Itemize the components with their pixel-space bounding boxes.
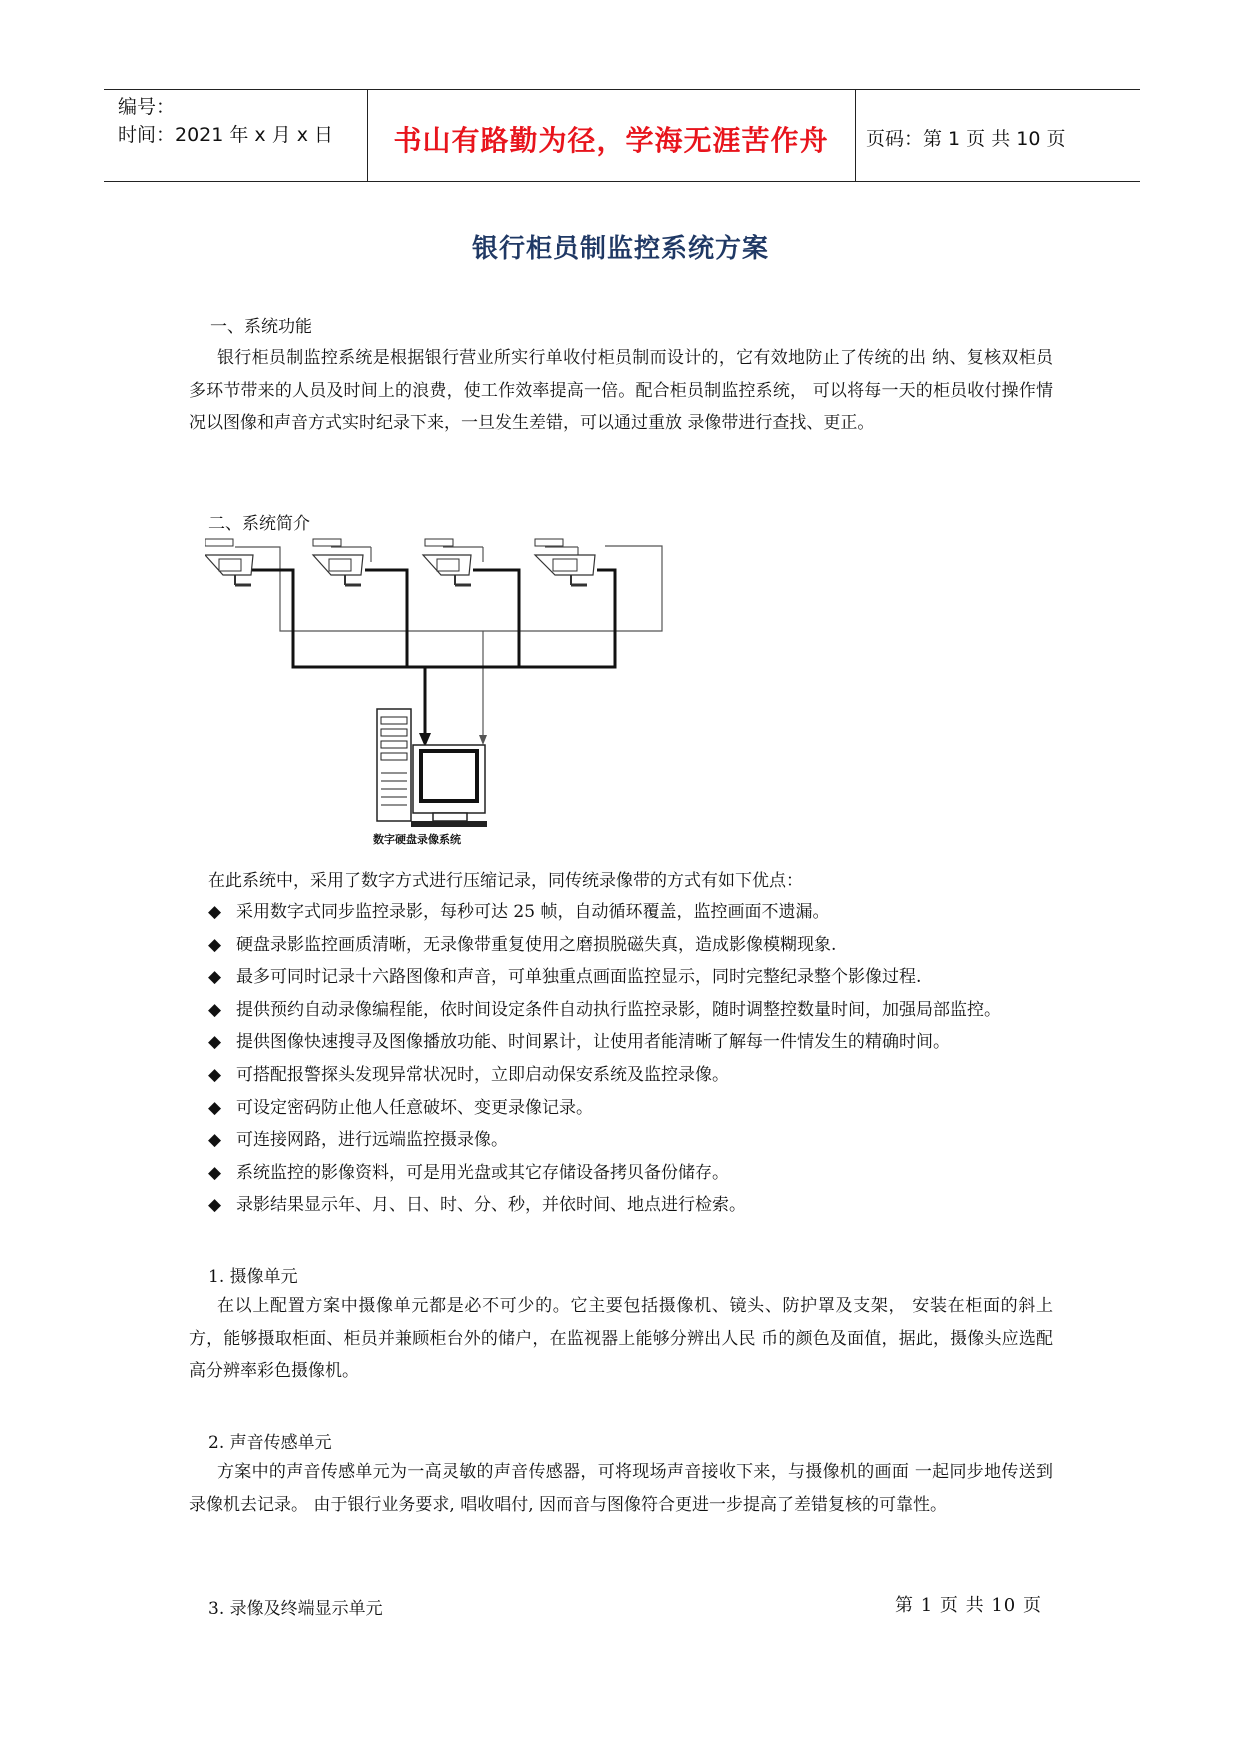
diamond-bullet-icon: ◆ <box>208 1195 222 1216</box>
diamond-bullet-icon: ◆ <box>208 902 222 922</box>
section-1-paragraph: 银行柜员制监控系统是根据银行营业所实行单收付柜员制而设计的，它有效地防止了传统的出 纳、复核双柜员多环节带来的人员及时间上的浪费，使工作效率提高一倍。配合柜员制监控系统， 可以将每一天的柜员收付操作情况以图像和声音方式实时纪录下来，一旦发生差错，可以通过重放 录像带进行查找、更正。 <box>189 348 1053 433</box>
diamond-bullet-icon: ◆ <box>208 1162 222 1183</box>
camera-1 <box>205 539 253 585</box>
list-item <box>208 1189 1001 1222</box>
list-item-text: 可设定密码防止他人任意破坏、变更录像记录。 <box>236 1097 593 1118</box>
section-1-heading: 一、系统功能 <box>210 317 312 337</box>
diamond-bullet-icon: ◆ <box>208 1097 222 1118</box>
list-item-text: 系统监控的影像资料，可是用光盘或其它存储设备拷贝备份储存。 <box>236 1162 729 1183</box>
header-divider-right <box>855 89 856 181</box>
list-item <box>208 994 1001 1027</box>
system-diagram <box>205 537 695 847</box>
camera-4 <box>535 539 595 585</box>
list-item <box>208 929 1001 962</box>
list-item-text: 提供预约自动录像编程能，依时间设定条件自动执行监控录影，随时调整控数量时间，加强局部监控。 <box>236 999 1001 1020</box>
list-item-text: 可连接网路，进行远端监控摄录像。 <box>236 1130 508 1151</box>
diagram-caption: 数字硬盘录像系统 <box>373 833 461 846</box>
list-item <box>208 1059 1001 1092</box>
document-title: 银行柜员制监控系统方案 <box>471 234 769 264</box>
diamond-bullet-icon: ◆ <box>208 934 222 955</box>
unit-1-heading: 1. 摄像单元 <box>208 1267 298 1287</box>
list-item <box>208 1124 1001 1157</box>
list-item <box>208 896 1001 929</box>
list-item-text: 可搭配报警探头发现异常状况时，立即启动保安系统及监控录像。 <box>236 1064 729 1085</box>
list-item-text: 硬盘录影监控画质清晰，无录像带重复使用之磨损脱磁失真，造成影像模糊现象. <box>236 934 837 955</box>
page-footer: 第 1 页 共 10 页 <box>895 1595 1042 1616</box>
list-item-text: 采用数字式同步监控录影，每秒可达 25 帧，自动循环覆盖，监控画面不遗漏。 <box>236 902 830 922</box>
header-page-info: 页码：第 1 页 共 10 页 <box>866 128 1066 150</box>
diamond-bullet-icon: ◆ <box>208 1064 222 1085</box>
camera-2 <box>313 539 363 585</box>
monitor <box>411 745 487 827</box>
unit-2-heading: 2. 声音传感单元 <box>208 1433 332 1453</box>
video-cables <box>250 570 615 737</box>
list-item <box>208 1157 1001 1190</box>
unit-3-heading: 3. 录像及终端显示单元 <box>208 1599 383 1619</box>
camera-3 <box>423 539 471 585</box>
section-2-heading: 二、系统简介 <box>208 514 310 534</box>
header-bottom-rule <box>104 181 1140 182</box>
diamond-bullet-icon: ◆ <box>208 1032 222 1053</box>
list-item <box>208 961 1001 994</box>
header-top-rule <box>104 89 1140 90</box>
list-item <box>208 1092 1001 1125</box>
list-item-text: 提供图像快速搜寻及图像播放功能、时间累计，让使用者能清晰了解每一件情发生的精确时间。 <box>236 1032 950 1053</box>
diamond-bullet-icon: ◆ <box>208 1130 222 1151</box>
unit-2-paragraph: 方案中的声音传感单元为一高灵敏的声音传感器，可将现场声音接收下来，与摄像机的画面 一起同步地传送到录像机去记录。 由于银行业务要求, 唱收唱付, 因而音与图像符合更进一步提高了差错复核的可靠性。 <box>189 1462 1053 1515</box>
section-2-intro: 在此系统中，采用了数字方式进行压缩记录，同传统录像带的方式有如下优点： <box>208 871 803 891</box>
diamond-bullet-icon: ◆ <box>208 999 222 1020</box>
list-item-text: 最多可同时记录十六路图像和声音，可单独重点画面监控显示，同时完整纪录整个影像过程. <box>236 967 922 988</box>
header-meta <box>118 93 333 149</box>
audio-arrow <box>479 735 487 745</box>
header-number-label: 编号： <box>118 96 176 118</box>
header-divider-left <box>367 89 368 181</box>
dvr-tower <box>377 709 411 821</box>
advantages-list <box>208 896 1001 1222</box>
diamond-bullet-icon: ◆ <box>208 967 222 988</box>
list-item-text: 录影结果显示年、月、日、时、分、秒，并依时间、地点进行检索。 <box>236 1195 746 1216</box>
header-motto: 书山有路勤为径，学海无涯苦作舟 <box>393 124 829 157</box>
unit-1-paragraph: 在以上配置方案中摄像单元都是必不可少的。它主要包括摄像机、镜头、防护罩及支架， 安装在柜面的斜上方，能够摄取柜面、柜员并兼顾柜台外的储户，在监视器上能够分辨出人民 币的颜色及面值，据此，摄像头应选配高分辨率彩色摄像机。 <box>189 1296 1053 1381</box>
header-time-label: 时间：2021 年 x 月 x 日 <box>118 124 334 146</box>
list-item <box>208 1026 1001 1059</box>
